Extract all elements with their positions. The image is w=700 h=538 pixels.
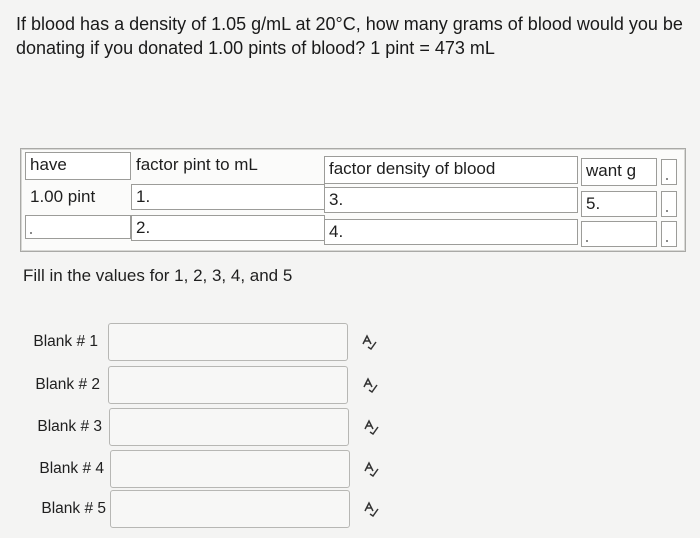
blank-input-5[interactable] — [110, 490, 350, 528]
factor-density-input-3[interactable]: 3. — [324, 187, 578, 213]
blank-row-1 — [0, 323, 700, 363]
header-have: have — [25, 152, 131, 180]
blank-row-3 — [0, 408, 700, 448]
spellcheck-icon[interactable] — [362, 460, 380, 478]
header-factor-pint: factor pint to mL — [136, 155, 258, 174]
dimensional-analysis-table — [20, 148, 686, 252]
blank-row-4 — [0, 450, 700, 490]
spellcheck-icon[interactable] — [362, 418, 380, 436]
extra-input-r2[interactable] — [661, 221, 677, 247]
factor-pint-input-1[interactable]: 1. — [131, 184, 325, 210]
extra-input-r0[interactable] — [661, 159, 677, 185]
want-input-5[interactable]: 5. — [581, 191, 657, 217]
question-text: If blood has a density of 1.05 g/mL at 20°C, how many grams of blood would you be donating if you donated 1.00 pints of blood? 1 pint = 473 mL — [16, 14, 683, 58]
factor-density-input-4[interactable]: 4. — [324, 219, 578, 245]
blank-label-4: Blank # 4 — [39, 460, 104, 477]
blank-input-3[interactable] — [109, 408, 349, 446]
row1-have: 1.00 pint — [30, 187, 96, 206]
have-input-row2[interactable] — [25, 215, 131, 239]
spellcheck-icon[interactable] — [362, 500, 380, 518]
blank-label-1: Blank # 1 — [33, 333, 98, 350]
blank-label-3: Blank # 3 — [37, 418, 102, 435]
spellcheck-icon[interactable] — [360, 333, 378, 351]
blank-row-5 — [0, 490, 700, 530]
blank-input-4[interactable] — [110, 450, 350, 488]
blank-label-5: Blank # 5 — [41, 500, 106, 517]
header-factor-density: factor density of blood — [324, 156, 578, 184]
blank-input-2[interactable] — [108, 366, 348, 404]
blank-label-2: Blank # 2 — [35, 376, 100, 393]
extra-input-r1[interactable] — [661, 191, 677, 217]
want-input-row2[interactable] — [581, 221, 657, 247]
blank-input-1[interactable] — [108, 323, 348, 361]
blank-row-2 — [0, 366, 700, 406]
spellcheck-icon[interactable] — [361, 376, 379, 394]
instructions-text: Fill in the values for 1, 2, 3, 4, and 5 — [23, 266, 293, 285]
factor-pint-input-2[interactable]: 2. — [131, 215, 325, 241]
header-want: want g — [581, 158, 657, 186]
